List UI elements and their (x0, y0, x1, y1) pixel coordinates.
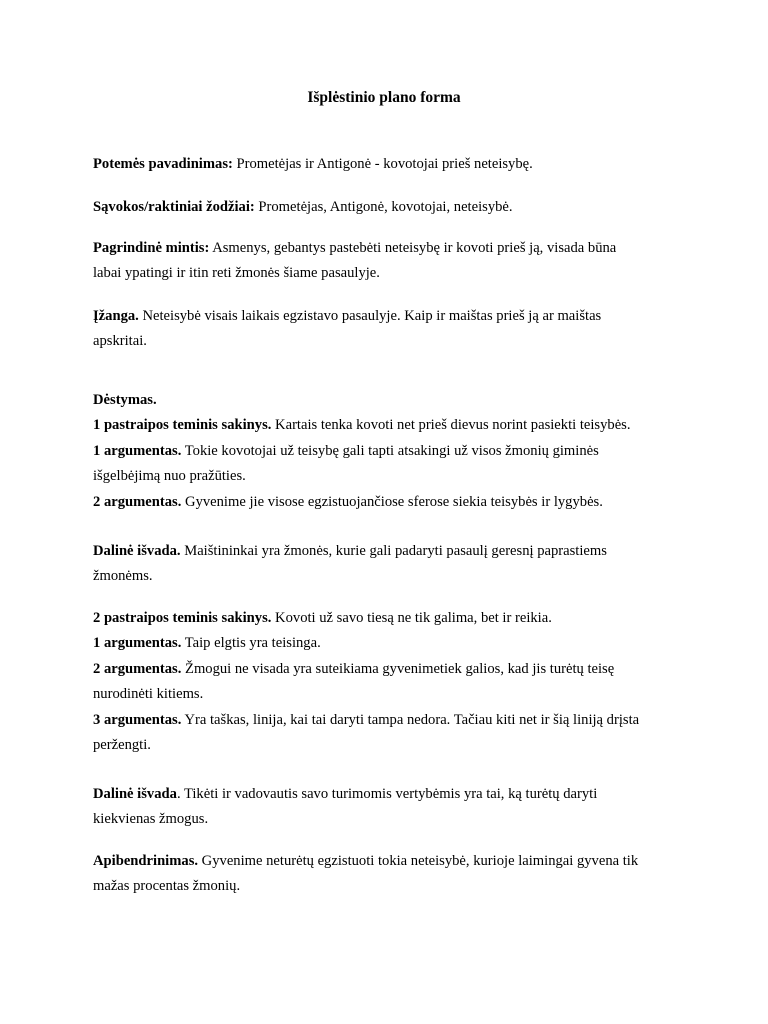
keywords-block (93, 195, 683, 220)
p1-arg1-label: 1 argumentas. (93, 442, 182, 459)
body-section-paragraph1 (93, 388, 683, 515)
generalization-block (93, 849, 683, 900)
body-heading: Dėstymas. (93, 392, 157, 408)
p1-arg2-text: Gyvenime jie visose egzistuojančiose sferose siekia teisybės ir lygybės. (181, 493, 603, 510)
p2-topic-text: Kovoti už savo tiesą ne tik galima, bet ir reikia. (271, 610, 552, 626)
p1-conclusion-block (93, 539, 683, 590)
main-idea-text-line2: labai ypatingi ir itin reti žmonės šiame pasaulyje. (93, 265, 380, 282)
document-title: Išplėstinio plano forma (307, 89, 461, 106)
generalization-label: Apibendrinimas. (93, 853, 199, 869)
p1-conclusion-line2: žmonėms. (93, 568, 153, 585)
generalization-text-line2: mažas procentas žmonių. (93, 878, 241, 895)
p1-topic-text: Kartais tenka kovoti net prieš dievus norint pasiekti teisybės. (271, 417, 631, 434)
paragraph2-block (93, 606, 683, 758)
subtopic-text: Prometėjas ir Antigonė - kovotojai prieš neteisybę. (232, 156, 533, 172)
intro-block (93, 304, 683, 355)
keywords-text: Prometėjas, Antigonė, kovotojai, neteisybė. (254, 199, 513, 215)
p2-arg3-line2: peržengti. (93, 737, 151, 754)
generalization-text-line1: Gyvenime neturėtų egzistuoti tokia neteisybė, kurioje laimingai gyvena tik (198, 853, 639, 869)
intro-text-line2: apskritai. (93, 333, 147, 350)
intro-label: Įžanga. (93, 308, 139, 324)
p1-conclusion-line1: Maištininkai yra žmonės, kurie gali padaryti pasaulį geresnį paprastiems (180, 543, 607, 559)
p2-conclusion-block (93, 782, 683, 833)
p2-arg1-label: 1 argumentas. (93, 635, 182, 652)
p2-arg3-label: 3 argumentas. (93, 711, 182, 728)
p2-arg2-label: 2 argumentas. (93, 660, 182, 677)
p1-arg2-label: 2 argumentas. (93, 493, 182, 510)
p2-conclusion-line1: . Tikėti ir vadovautis savo turimomis vertybėmis yra tai, ką turėtų daryti (176, 786, 598, 802)
p2-conclusion-line2: kiekvienas žmogus. (93, 811, 209, 828)
p2-conclusion-label: Dalinė išvada (93, 786, 177, 802)
main-idea-label: Pagrindinė mintis: (93, 240, 210, 256)
p2-arg3-line1: Yra taškas, linija, kai tai daryti tampa nedora. Tačiau kiti net ir šią liniją drįsta (181, 711, 640, 728)
keywords-label: Sąvokos/raktiniai žodžiai: (93, 199, 255, 215)
p1-conclusion-label: Dalinė išvada. (93, 543, 181, 559)
p1-arg1-line2: išgelbėjimą nuo pražūties. (93, 468, 246, 485)
p1-arg1-line1: Tokie kovotojai už teisybę gali tapti atsakingi už visos žmonių giminės (181, 442, 599, 459)
intro-text-line1: Neteisybė visais laikais egzistavo pasaulyje. Kaip ir maištas prieš ją ar maištas (138, 308, 602, 324)
p2-arg1-text: Taip elgtis yra teisinga. (181, 635, 321, 652)
p2-arg2-line2: nurodinėti kitiems. (93, 686, 204, 703)
subtopic-label: Potemės pavadinimas: (93, 156, 233, 172)
subtopic-block (93, 152, 683, 177)
main-idea-block (93, 236, 683, 287)
p2-arg2-line1: Žmogui ne visada yra suteikiama gyvenimetiek galios, kad jis turėtų teisę (181, 660, 615, 677)
main-idea-text-line1: Asmenys, gebantys pastebėti neteisybę ir kovoti prieš ją, visada būna (209, 240, 617, 256)
p2-topic-label: 2 pastraipos teminis sakinys. (93, 610, 272, 626)
p1-topic-label: 1 pastraipos teminis sakinys. (93, 417, 272, 434)
